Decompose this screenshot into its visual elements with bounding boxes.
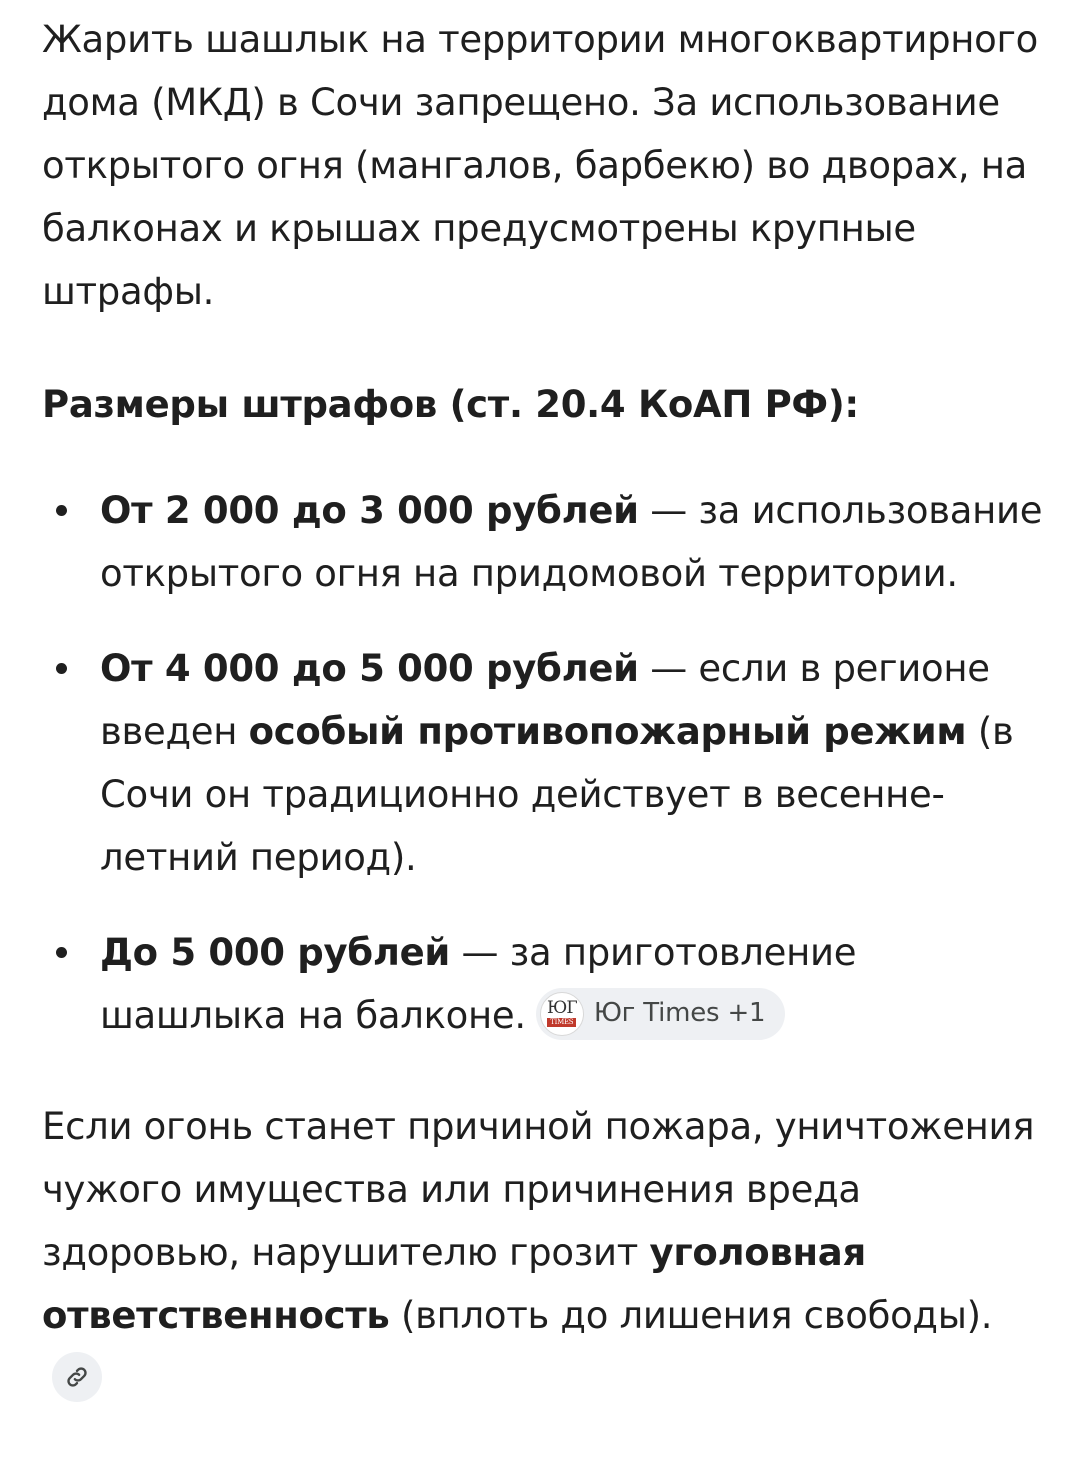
- list-item: [42, 637, 1052, 889]
- intro-text: Жарить шашлык на территории многоквартирного дома (МКД) в Сочи запрещено. За использование открытого огня (мангалов, барбекю) во дворах, на балконах и крышах предусмотрены крупные штрафы.: [42, 18, 1038, 313]
- list-item: [42, 921, 1052, 1047]
- closing-paragraph: [42, 1095, 1052, 1410]
- fines-heading-text: Размеры штрафов (ст. 20.4 КоАП РФ):: [42, 383, 859, 426]
- link-button[interactable]: [52, 1352, 102, 1402]
- fine-description-tail: (в Сочи он традиционно действует в весенне-летний период).: [100, 710, 1014, 879]
- fine-description: — за приготовление шашлыка на балконе.: [100, 931, 857, 1037]
- fine-description: — если в регионе введен: [100, 647, 990, 753]
- closing-tail: (вплоть до лишения свободы).: [389, 1294, 993, 1337]
- answer-content: [42, 8, 1052, 1410]
- fine-description: — за использование открытого огня на придомовой территории.: [100, 489, 1043, 595]
- link-icon: [64, 1364, 90, 1390]
- bullet-dot: [56, 663, 67, 674]
- logo-top-text: ЮГ: [547, 998, 577, 1018]
- bullet-dot: [56, 505, 67, 516]
- bullet-dot: [56, 947, 67, 958]
- closing-text: Если огонь станет причиной пожара, уничтожения чужого имущества или причинения вреда здоровью, нарушителю грозит: [42, 1105, 1035, 1274]
- logo-bottom-text: TIMES: [547, 1018, 576, 1027]
- closing-emphasis: уголовная ответственность: [42, 1231, 866, 1337]
- fine-amount: От 4 000 до 5 000 рублей: [100, 647, 639, 690]
- fine-amount: От 2 000 до 3 000 рублей: [100, 489, 639, 532]
- yug-times-logo-icon: [540, 992, 584, 1036]
- fines-heading: [42, 373, 1052, 436]
- source-label: Юг Times +1: [593, 998, 766, 1028]
- fine-emphasis: особый противопожарный режим: [248, 710, 967, 753]
- fine-amount: До 5 000 рублей: [100, 931, 451, 974]
- intro-paragraph: [42, 8, 1052, 323]
- list-item: [42, 479, 1052, 605]
- fines-list: [42, 479, 1052, 1047]
- source-chip[interactable]: [536, 988, 786, 1040]
